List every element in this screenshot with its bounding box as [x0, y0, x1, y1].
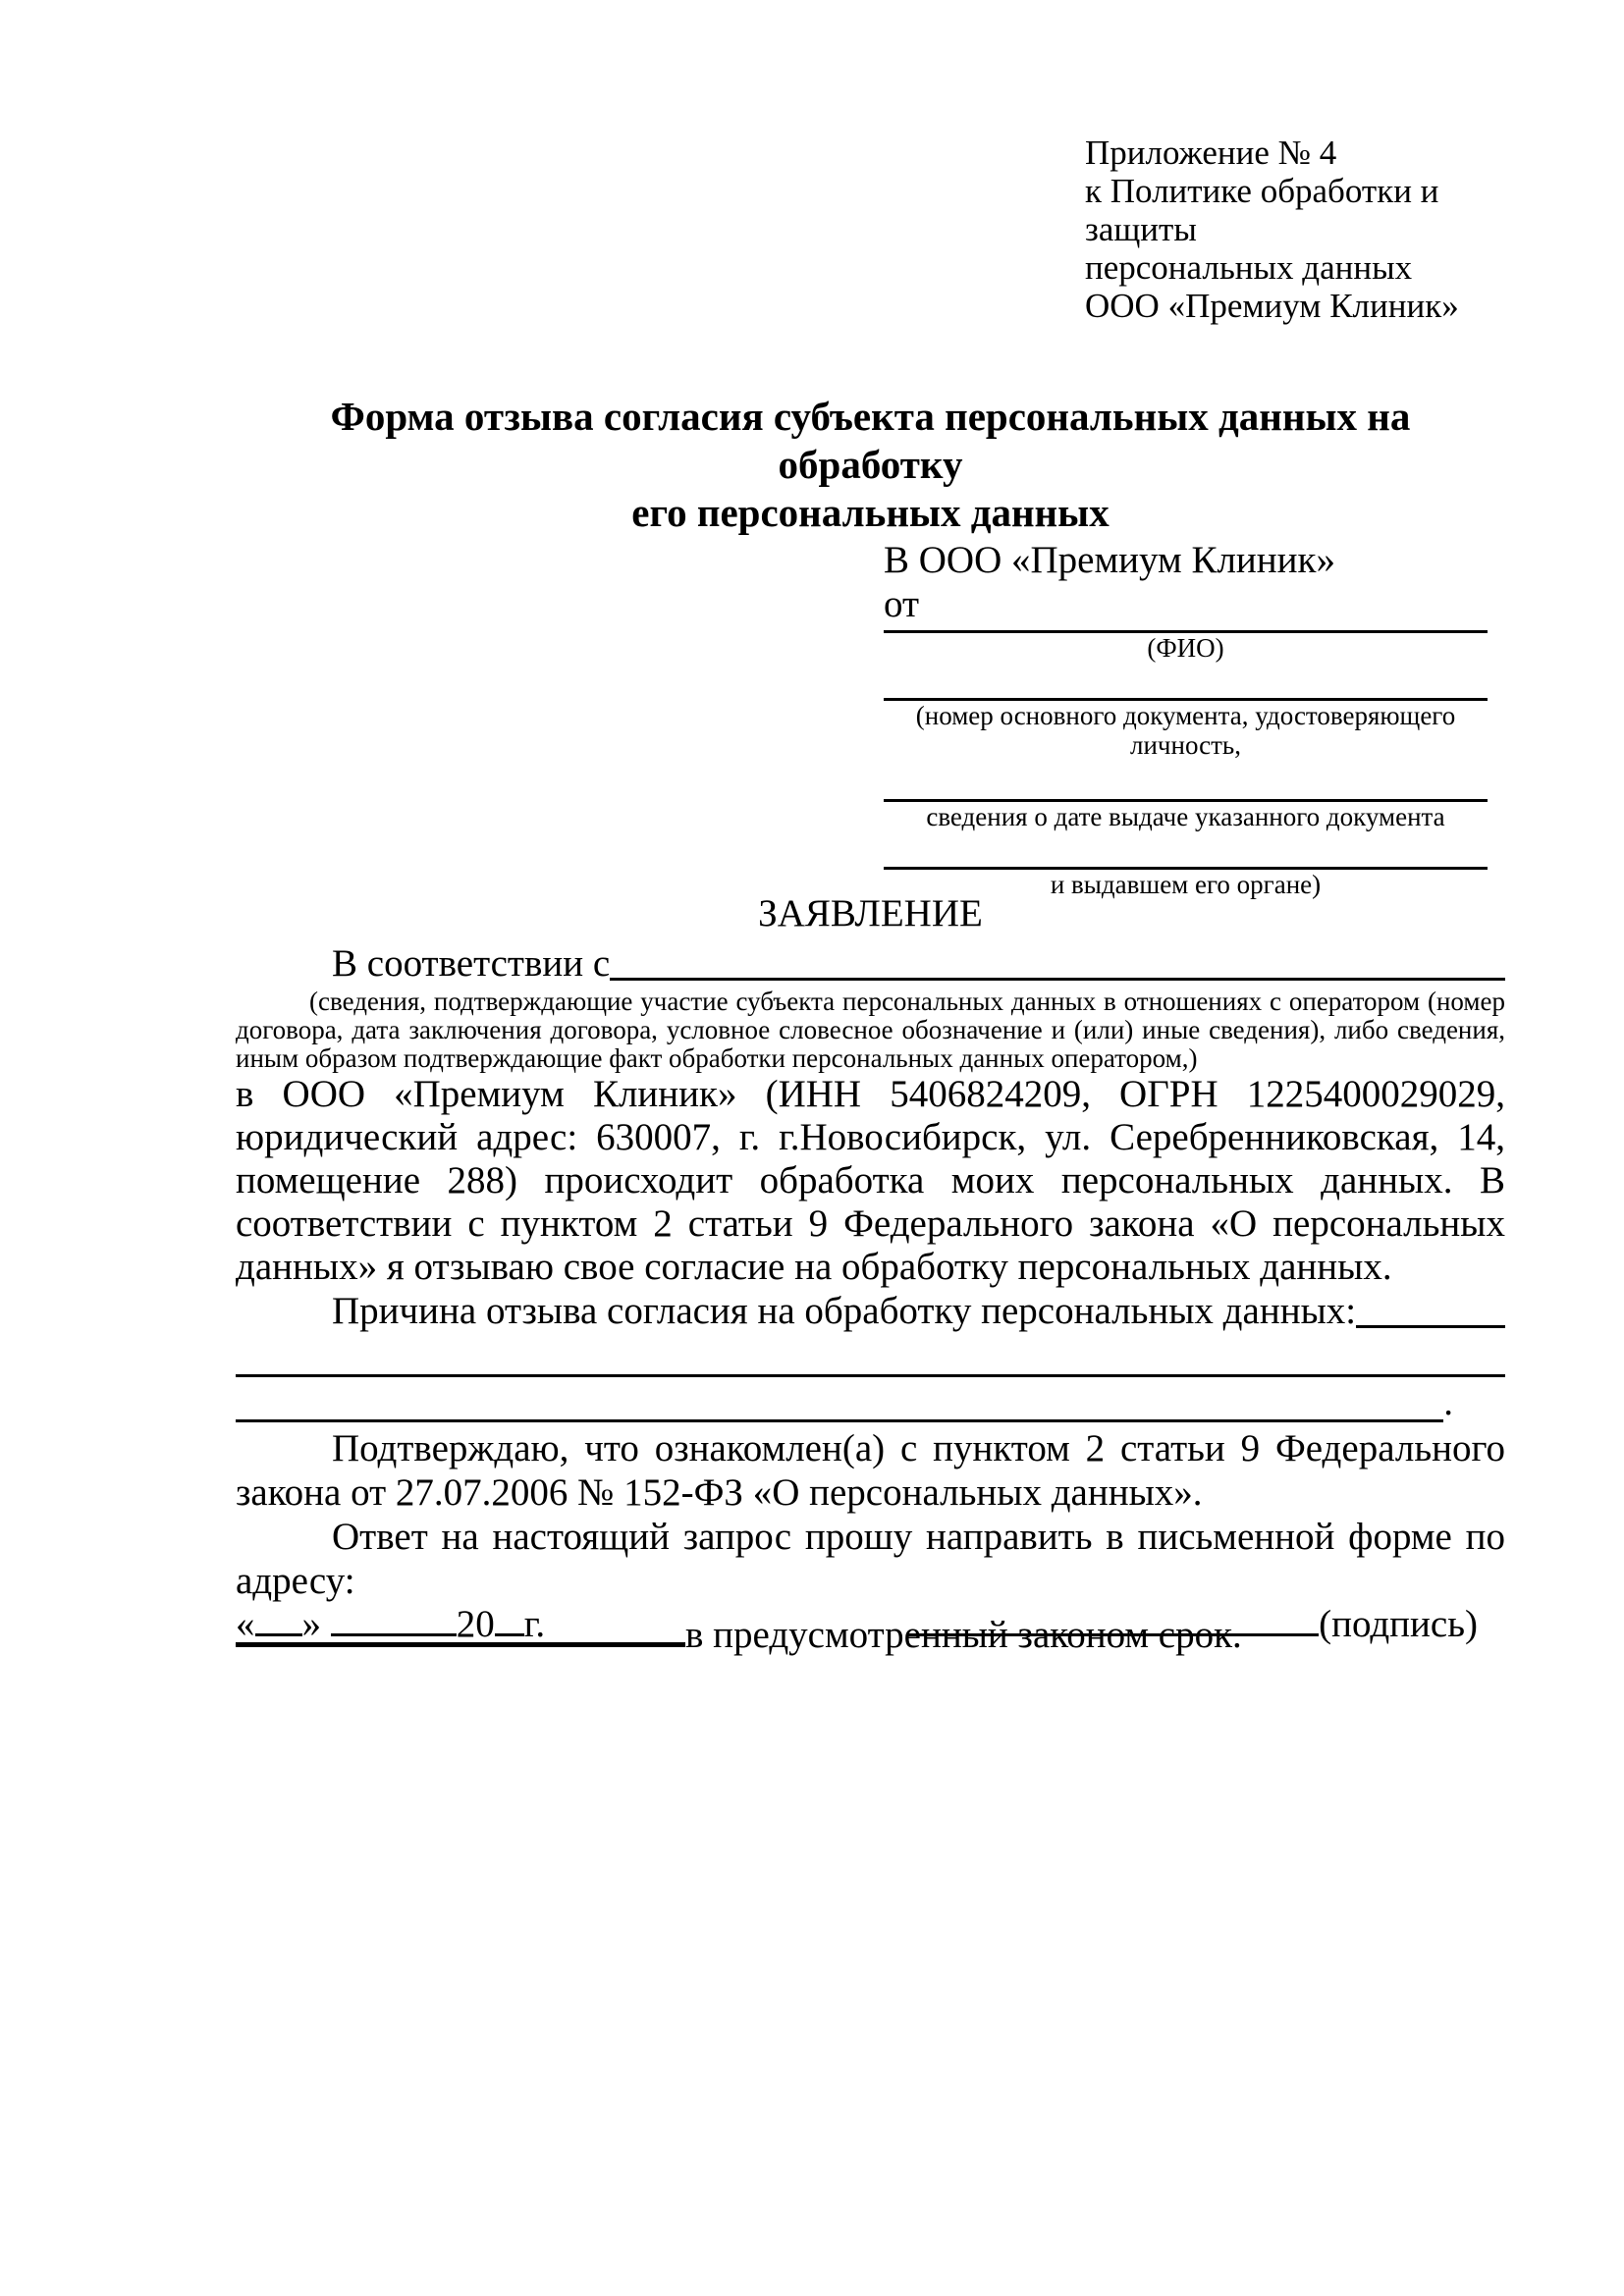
appendix-header-line: ООО «Премиум Клиник» [1085, 287, 1459, 325]
statement-heading: ЗАЯВЛЕНИЕ [758, 892, 983, 934]
appendix-header-line: Приложение № 4 [1085, 133, 1337, 172]
issuing-authority-blank-line[interactable] [884, 831, 1488, 870]
document-number-blank-line[interactable] [884, 663, 1488, 701]
addressee-block [884, 538, 1488, 899]
fio-blank-line[interactable] [884, 626, 1488, 633]
consent-basis-blank-line[interactable] [610, 941, 1505, 981]
page-title-line: Форма отзыва согласия субъекта персональных данных на обработку [330, 394, 1411, 487]
appendix-header-line: персональных данных [1085, 248, 1413, 287]
fio-caption: (ФИО) [1147, 633, 1224, 663]
withdrawal-reason-blank-line[interactable] [1356, 1289, 1505, 1328]
consent-basis-footnote: (сведения, подтверждающие участие субъекта персональных данных в отношениях с оператором (номер договора, дата заключения договора, условное словесное обозначение и (или) иные сведения), либо сведения, иным образом подтверждающие факт обработки персональных данных оператором,) [236, 987, 1505, 1073]
date-group [236, 1598, 545, 1646]
reason-extra-blank-line-1[interactable] [236, 1339, 1505, 1377]
date-signature-row [236, 1598, 1478, 1646]
blank-line-period: . [1443, 1381, 1453, 1423]
year-suffix: г. [523, 1603, 546, 1645]
issue-date-caption: сведения о дате выдаче указанного документа [926, 802, 1445, 831]
signature-caption: (подпись) [1319, 1603, 1478, 1645]
issuing-authority-caption: и выдавшем его органе) [1050, 870, 1322, 899]
recipient-line: В ООО «Премиум Клиник» [884, 539, 1335, 581]
quote-close: » [301, 1603, 321, 1645]
withdrawal-reason-row [236, 1289, 1505, 1333]
body-paragraph: в ООО «Премиум Клиник» (ИНН 5406824209, ОГРН 1225400029029, юридический адрес: 630007, г. г.Новосибирск, ул. Серебренниковская, 14, помещение 288) происходит обработка моих персональных данных. В соответствии с пунктом 2 статьи 9 Федерального закона «О персональных данных» я отзываю свое согласие на обработку персональных данных. [236, 1073, 1505, 1288]
reason-extra-blank-row [236, 1377, 1453, 1422]
page-title-line: его персональных данных [631, 490, 1110, 535]
consent-basis-label: В соответствии с [332, 942, 611, 985]
from-label: от [884, 583, 920, 625]
date-year-blank[interactable] [495, 1598, 524, 1636]
appendix-header-line: к Политике обработки и защиты [1085, 172, 1439, 248]
reason-extra-blank-line-2[interactable] [236, 1377, 1443, 1422]
appendix-header [1085, 133, 1556, 325]
year-prefix: 20 [456, 1603, 495, 1645]
quote-open: « [236, 1603, 255, 1645]
statement-section [236, 891, 1505, 1661]
consent-basis-row [236, 941, 1505, 986]
confirmation-paragraph: Подтверждаю, что ознакомлен(а) с пунктом 2 статьи 9 Федерального закона от 27.07.2006 № 152-ФЗ «О персональных данных». [236, 1427, 1505, 1514]
withdrawal-reason-label: Причина отзыва согласия на обработку персональных данных: [332, 1290, 1357, 1332]
signature-group [906, 1598, 1478, 1646]
issue-date-blank-line[interactable] [884, 760, 1488, 802]
response-suffix: в предусмотренный законом срок. [685, 1614, 1242, 1656]
document-number-caption: (номер основного документа, удостоверяющего личность, [915, 701, 1456, 760]
date-month-blank[interactable] [331, 1598, 457, 1636]
date-day-blank[interactable] [255, 1598, 302, 1636]
page-title [236, 393, 1505, 537]
response-request-line: Ответ на настоящий запрос прошу направить в письменной форме по адресу: [236, 1516, 1505, 1602]
signature-blank-line[interactable] [906, 1598, 1319, 1636]
